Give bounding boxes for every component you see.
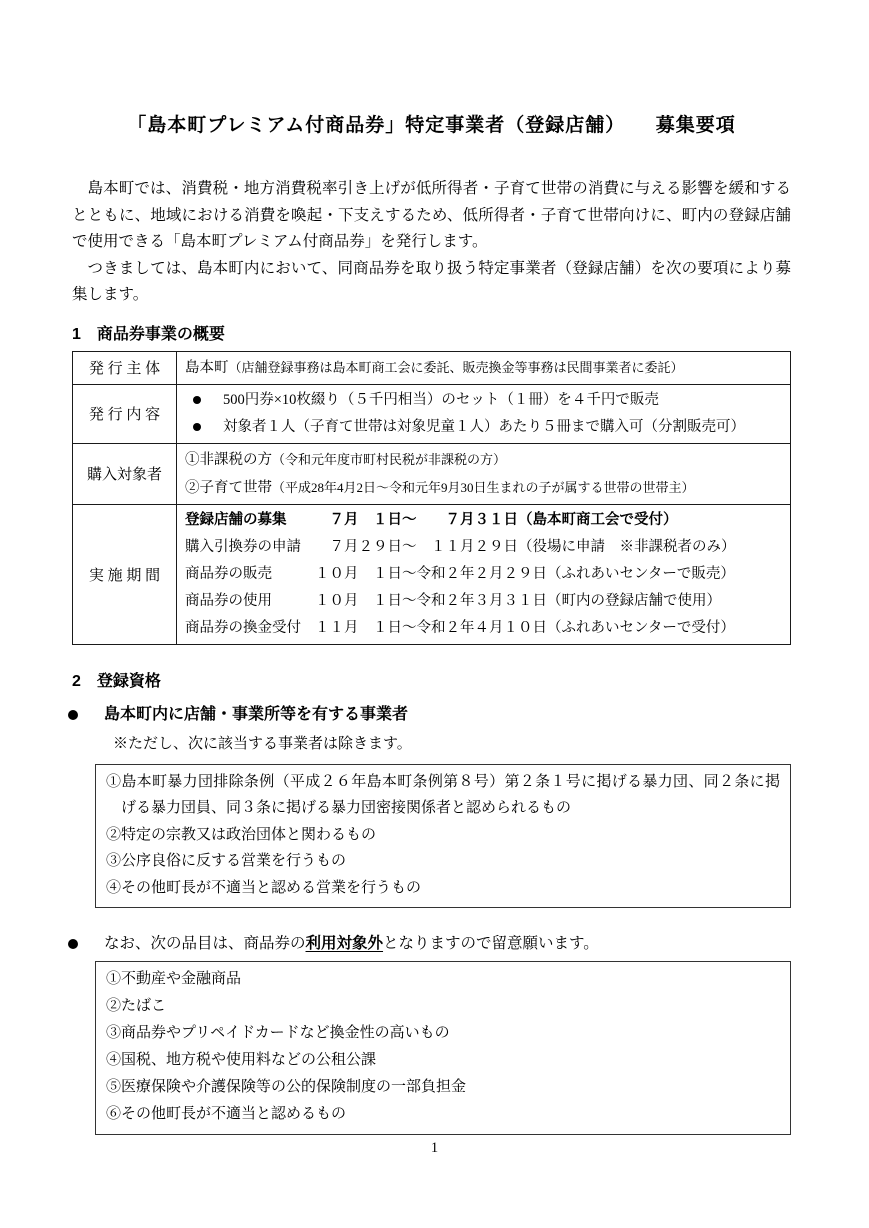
schedule-cell bbox=[177, 504, 791, 644]
table-row-schedule bbox=[73, 504, 791, 644]
schedule-value-4: １０月 １日～令和２年３月３１日（町内の登録店舗で使用） bbox=[315, 592, 721, 609]
table-row-contents bbox=[73, 384, 791, 443]
table-row-purchasers bbox=[73, 443, 791, 504]
overview-table bbox=[72, 351, 791, 645]
row-header-issuer: 発 行 主 体 bbox=[73, 351, 177, 384]
bullet-icon bbox=[68, 939, 78, 949]
schedule-line-2 bbox=[185, 534, 782, 561]
page-number: 1 bbox=[430, 1140, 439, 1156]
schedule-line-1 bbox=[185, 507, 782, 534]
purchasers-note-2: （平成28年4月2日～令和元年9月30日生まれの子が属する世帯の世帯主） bbox=[272, 479, 695, 495]
excluded-item-3: ③商品券やプリペイドカードなど換金性の高いもの bbox=[106, 1025, 450, 1042]
exclusion-item-1: ①島本町暴力団排除条例（平成２６年島本町条例第８号）第２条１号に掲げる暴力団、同２条に掲げる暴力団員、同３条に掲げる暴力団密接関係者と認められるもの bbox=[106, 773, 780, 817]
intro-paragraph-2: つきましては、島本町内において、同商品券を取り扱う特定事業者（登録店舗）を次の要項により募集します。 bbox=[72, 259, 791, 304]
row-header-purchasers: 購入対象者 bbox=[73, 443, 177, 504]
excluded-item-1: ①不動産や金融商品 bbox=[106, 971, 242, 988]
section2-heading: 2 登録資格 bbox=[72, 672, 161, 690]
issuer-cell bbox=[177, 351, 791, 384]
issuer-main: 島本町 bbox=[185, 359, 229, 376]
contents-bullet-text-1: 500円券×10枚綴り（５千円相当）のセット（１冊）を４千円で販売 bbox=[223, 391, 659, 408]
contents-bullet-line-1 bbox=[185, 387, 782, 414]
schedule-line-3 bbox=[185, 561, 782, 588]
contents-cell bbox=[177, 384, 791, 443]
purchasers-note-1: （令和元年度市町村民税が非課税の方） bbox=[272, 451, 507, 467]
purchasers-cell bbox=[177, 443, 791, 504]
eligibility-bullet-row bbox=[72, 702, 791, 728]
excluded-item-6: ⑥その他町長が不適当と認めるもの bbox=[106, 1106, 347, 1123]
schedule-label-2: 購入引換券の申請 bbox=[185, 538, 301, 555]
schedule-label-1: 登録店舗の募集 bbox=[185, 511, 287, 528]
exclusion-item-2: ②特定の宗教又は政治団体と関わるもの bbox=[106, 826, 377, 843]
page-title: 「島本町プレミアム付商品券」特定事業者（登録店舗） 募集要項 bbox=[127, 115, 736, 136]
schedule-value-3: １０月 １日～令和２年２月２９日（ふれあいセンターで販売） bbox=[315, 565, 735, 582]
excluded-items-box bbox=[95, 961, 791, 1135]
row-header-contents: 発 行 内 容 bbox=[73, 384, 177, 443]
bullet-icon bbox=[68, 710, 78, 720]
schedule-value-5: １１月 １日～令和２年４月１０日（ふれあいセンターで受付） bbox=[315, 619, 735, 636]
exclusion-item-4: ④その他町長が不適当と認める営業を行うもの bbox=[106, 879, 422, 896]
table-row-issuer bbox=[73, 351, 791, 384]
purchasers-line-1 bbox=[185, 446, 782, 474]
purchasers-main-1: ①非課税の方 bbox=[185, 451, 272, 468]
eligibility-note: ※ただし、次に該当する事業者は除きます。 bbox=[113, 735, 412, 752]
lead-emphasis: 利用対象外 bbox=[305, 935, 384, 953]
excluded-items-bullet-row bbox=[72, 931, 791, 957]
schedule-line-5 bbox=[185, 615, 782, 642]
purchasers-line-2 bbox=[185, 474, 782, 502]
excluded-item-2: ②たばこ bbox=[106, 998, 167, 1015]
excluded-items-lead bbox=[104, 931, 599, 957]
exclusion-box bbox=[95, 764, 791, 909]
schedule-label-5: 商品券の換金受付 bbox=[185, 619, 301, 636]
schedule-label-4: 商品券の使用 bbox=[185, 592, 272, 609]
schedule-value-2: ７月２９日～ １１月２９日（役場に申請 ※非課税者のみ） bbox=[315, 538, 736, 555]
excluded-item-4: ④国税、地方税や使用料などの公租公課 bbox=[106, 1052, 377, 1069]
contents-bullet-line-2 bbox=[185, 414, 782, 441]
intro-paragraph-1: 島本町では、消費税・地方消費税率引き上げが低所得者・子育て世帯の消費に与える影響を緩和するとともに、地域における消費を喚起・下支えするため、低所得者・子育て世帯向けに、町内の登録店舗で使用できる「島本町プレミアム付商品券」を発行します。 bbox=[72, 180, 791, 251]
eligibility-title: 島本町内に店舗・事業所等を有する事業者 bbox=[104, 705, 409, 723]
row-header-schedule: 実 施 期 間 bbox=[73, 504, 177, 644]
bullet-icon bbox=[193, 396, 201, 404]
section1-heading: 1 商品券事業の概要 bbox=[72, 325, 225, 343]
lead-prefix: なお、次の品目は、商品券の bbox=[104, 935, 306, 953]
lead-suffix: となりますので留意願います。 bbox=[383, 935, 599, 953]
bullet-icon bbox=[193, 423, 201, 431]
issuer-note: （店舗登録事務は島本町商工会に委託、販売換金等事務は民間事業者に委託） bbox=[228, 359, 684, 375]
excluded-item-5: ⑤医療保険や介護保険等の公的保険制度の一部負担金 bbox=[106, 1079, 467, 1096]
exclusion-item-3: ③公序良俗に反する営業を行うもの bbox=[106, 853, 347, 870]
contents-bullet-text-2: 対象者１人（子育て世帯は対象児童１人）あたり５冊まで購入可（分割販売可） bbox=[223, 418, 745, 435]
page-content bbox=[72, 0, 791, 1135]
schedule-line-4 bbox=[185, 588, 782, 615]
schedule-value-1: ７月 １日～ ７月３１日（島本町商工会で受付） bbox=[315, 511, 678, 528]
schedule-label-3: 商品券の販売 bbox=[185, 565, 272, 582]
purchasers-main-2: ②子育て世帯 bbox=[185, 479, 272, 496]
intro-paragraphs bbox=[72, 176, 791, 309]
